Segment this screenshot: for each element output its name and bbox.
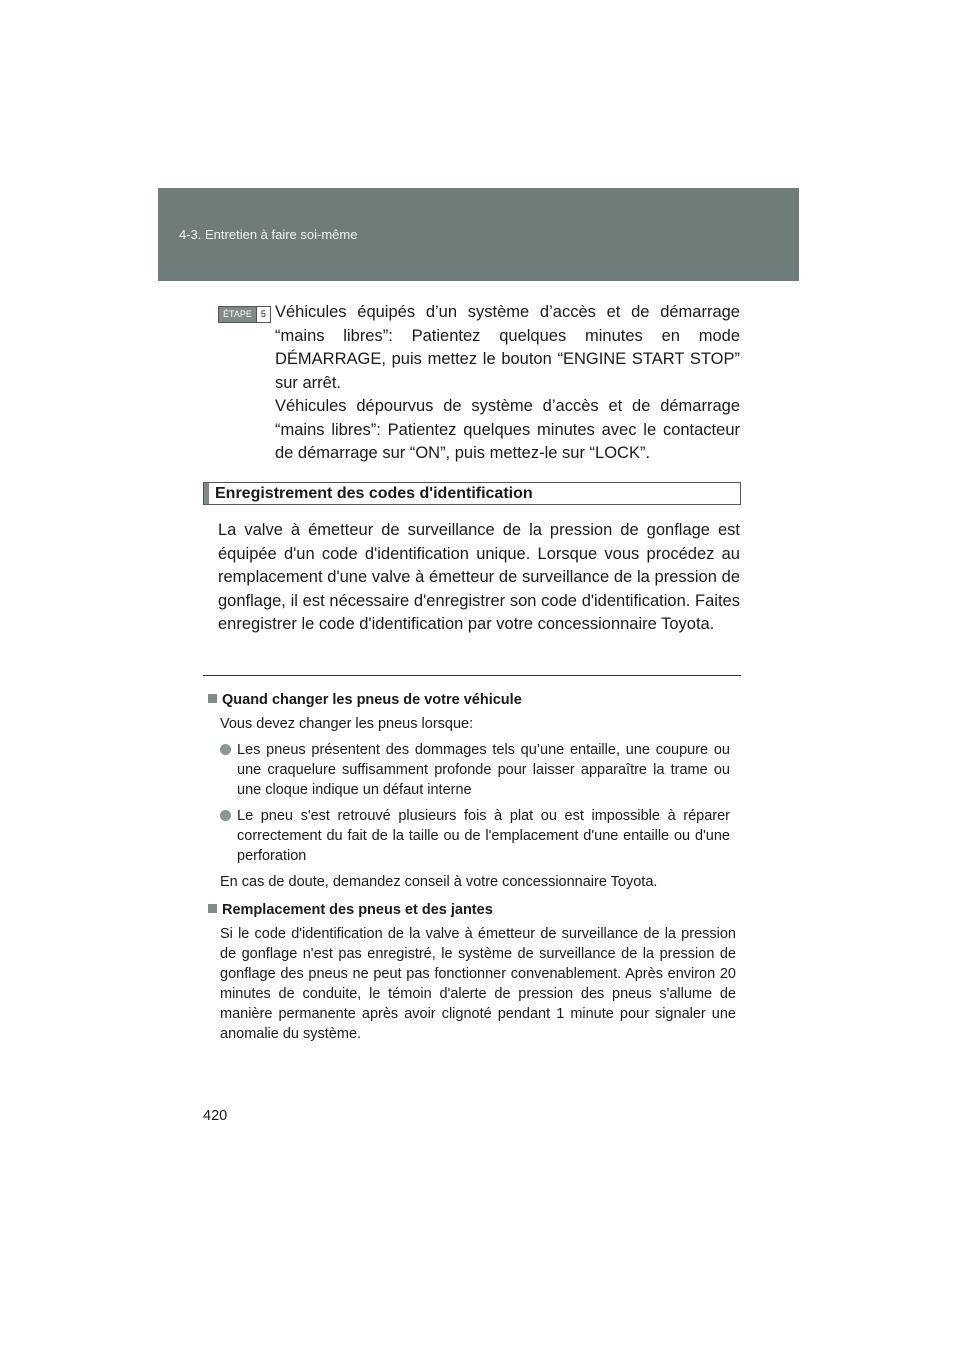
section-heading: [203, 482, 741, 505]
divider: [203, 675, 741, 676]
list-item: [220, 740, 730, 800]
list-item: [220, 806, 730, 866]
step-badge-label: ÉTAPE: [219, 307, 256, 322]
circle-bullet-icon: [220, 810, 231, 821]
circle-bullet-icon: [220, 744, 231, 755]
note-body: Si le code d'identification de la valve à émetteur de surveillance de la pression de gonflage n'est pas enregistré, le système de surveillance de la pression de gonflage des pneus ne peut pas fonctionner convenablement. Après environ 20 minutes de conduite, le témoin d'alerte de pression des pneus s'allume de manière permanente après avoir clignoté pendant 1 minute pour signaler une anomalie du système.: [220, 926, 736, 1042]
step-text: [275, 301, 740, 466]
square-bullet-icon: [208, 694, 217, 703]
note-intro: Vous devez changer les pneus lorsque:: [220, 716, 474, 732]
list-item-text: Le pneu s'est retrouvé plusieurs fois à plat ou est impossible à réparer correctement du fait de la taille ou de l'emplacement d'une entaille ou d'une perforation: [237, 808, 730, 864]
note-title-tire-change: [208, 690, 736, 710]
heading-accent-bar: [204, 483, 209, 504]
page-number: 420: [203, 1108, 228, 1124]
step-badge: [218, 306, 271, 323]
step-paragraph-no-smart-key: Véhicules dépourvus de système d’accès et de démarrage “mains libres”: Patientez quelques minutes avec le contacteur de démarrage sur “ON”, puis mettez-le sur “LOCK”.: [275, 397, 740, 462]
section-heading-text: Enregistrement des codes d'identification: [215, 485, 533, 502]
notes-block: [208, 690, 736, 1050]
square-bullet-icon: [208, 904, 217, 913]
note-title-text: Remplacement des pneus et des jantes: [222, 902, 493, 918]
chapter-header-band: [158, 188, 799, 281]
step-paragraph-smart-key: Véhicules équipés d’un système d’accès et de démarrage “mains libres”: Patientez quelques minutes en mode DÉMARRAGE, puis mettez le bouton “ENGINE START STOP” sur arrêt.: [275, 303, 740, 392]
note-title-tire-replacement: [208, 900, 736, 920]
step-5: [218, 301, 740, 466]
step-badge-number: 5: [256, 307, 270, 322]
list-item-text: Les pneus présentent des dommages tels qu’une entaille, une coupure ou une craquelure suffisamment profonde pour laisser apparaître la trame ou une cloque indique un défaut interne: [237, 742, 730, 798]
section-label: 4-3. Entretien à faire soi-même: [179, 227, 358, 242]
note-outro: En cas de doute, demandez conseil à votre concessionnaire Toyota.: [220, 874, 658, 890]
note-title-text: Quand changer les pneus de votre véhicule: [222, 692, 522, 708]
section-body: La valve à émetteur de surveillance de la pression de gonflage est équipée d'un code d'identification unique. Lorsque vous procédez au remplacement d'une valve à émetteur de surveillance de la pression de gonflage, il est nécessaire d'enregistrer son code d'identification. Faites enregistrer le code d'identification par votre concessionnaire Toyota.: [218, 521, 740, 633]
